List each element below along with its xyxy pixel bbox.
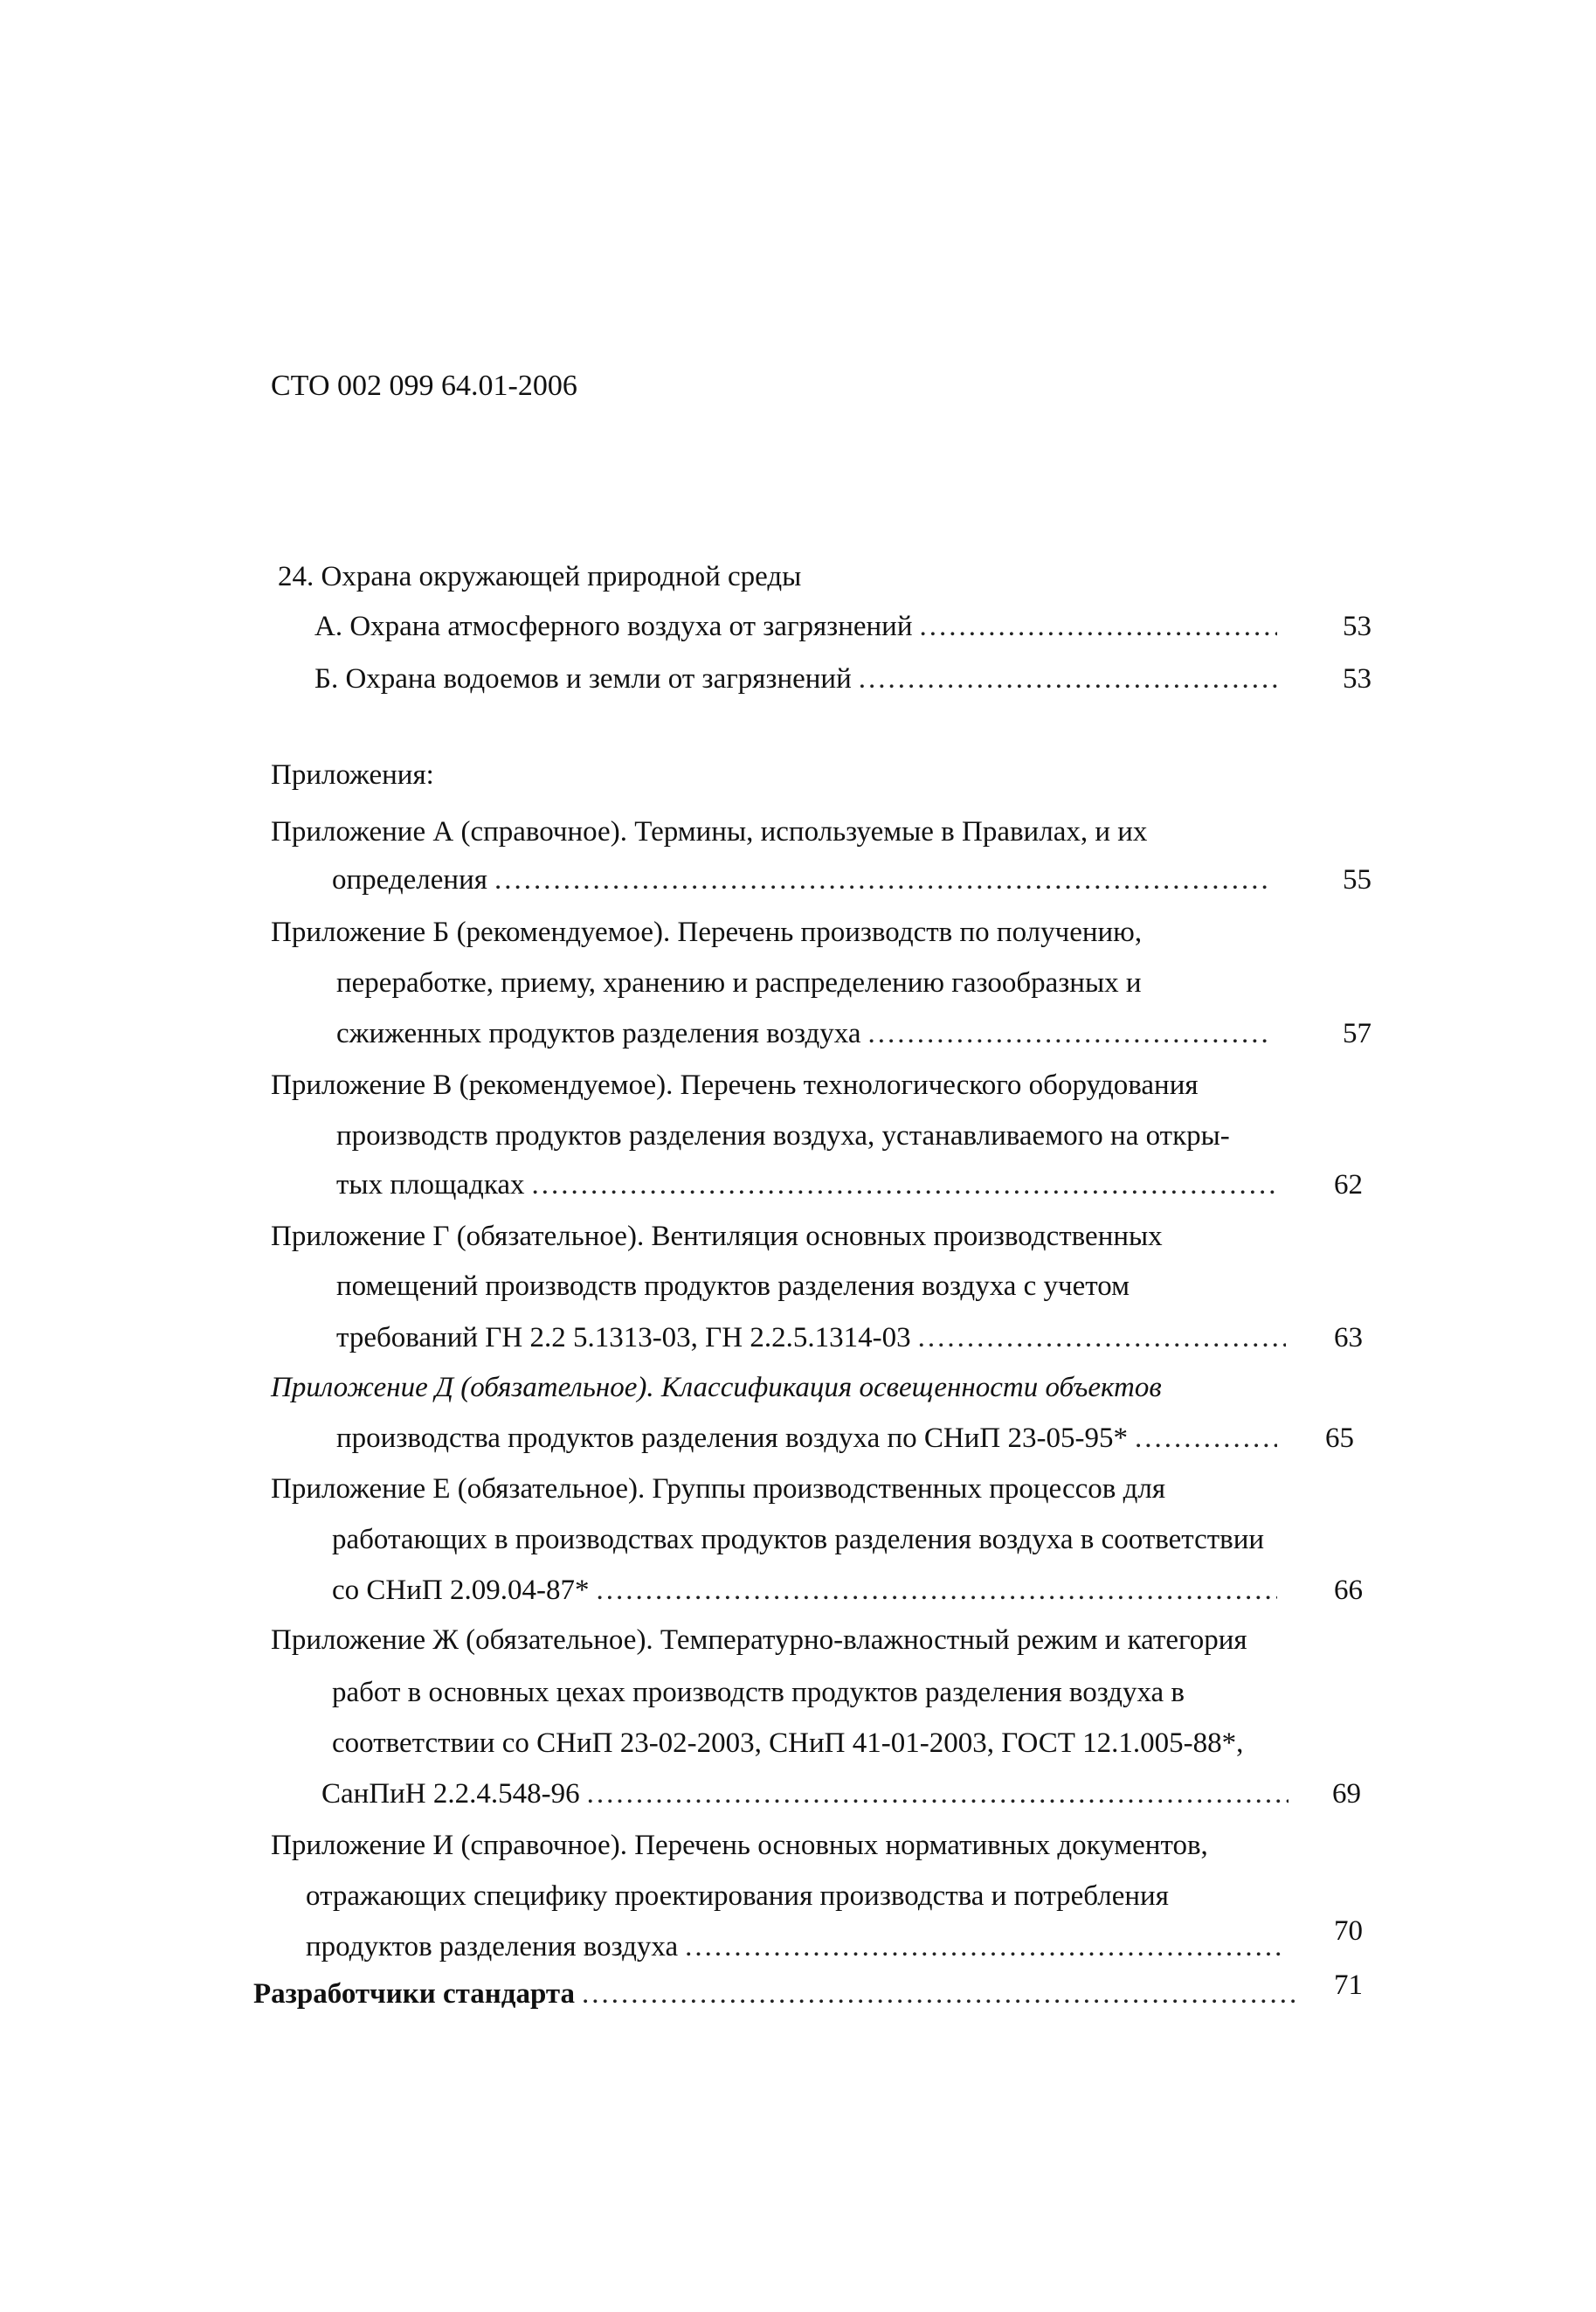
- toc-entry-text: А. Охрана атмосферного воздуха от загрязнений: [314, 611, 913, 642]
- toc-entry-text: тых площадках: [336, 1169, 525, 1201]
- page-number: 71: [1334, 1969, 1363, 2001]
- appendix-zh-line-1[interactable]: Приложение Ж (обязательное). Температурно-влажностный режим и категория: [271, 1624, 1247, 1656]
- appendix-zh-line-4[interactable]: [321, 1776, 1295, 1811]
- toc-entry-text: производства продуктов разделения воздуха по СНиП 23-05-95*: [336, 1423, 1128, 1454]
- toc-entry-text: определения: [332, 864, 487, 896]
- page-number: 53: [1343, 663, 1371, 695]
- toc-entry-text: требований ГН 2.2 5.1313-03, ГН 2.2.5.1314-03: [336, 1322, 911, 1353]
- page-number: 65: [1325, 1423, 1354, 1454]
- appendix-v-line-3[interactable]: [336, 1167, 1284, 1202]
- page-number: 55: [1343, 864, 1371, 896]
- appendix-g-line-3[interactable]: [336, 1320, 1293, 1355]
- page-number: 66: [1334, 1575, 1363, 1606]
- leader-dots: [920, 609, 1278, 644]
- appendix-v-line-1[interactable]: Приложение В (рекомендуемое). Перечень технологического оборудования: [271, 1069, 1199, 1101]
- toc-entry-text: СанПиН 2.2.4.548-96: [321, 1778, 580, 1810]
- toc-entry-text: со СНиП 2.09.04-87*: [332, 1575, 590, 1606]
- section-24-title: 24. Охрана окружающей природной среды: [278, 561, 802, 592]
- appendix-e-line-1[interactable]: Приложение Е (обязательное). Группы производственных процессов для: [271, 1473, 1166, 1505]
- page-number: 70: [1334, 1915, 1363, 1947]
- toc-entry-text: Б. Охрана водоемов и земли от загрязнений: [314, 663, 852, 695]
- leader-dots: [587, 1776, 1289, 1811]
- leader-dots: [494, 862, 1268, 897]
- page-number: 57: [1343, 1018, 1371, 1049]
- page-number: 62: [1334, 1169, 1363, 1201]
- toc-entry-24a[interactable]: [314, 609, 1284, 644]
- leader-dots: [582, 1976, 1295, 2011]
- toc-entry-text: продуктов разделения воздуха: [306, 1931, 679, 1962]
- toc-entry-text: сжиженных продуктов разделения воздуха: [336, 1018, 861, 1049]
- leader-dots: [532, 1167, 1278, 1202]
- appendix-b-line-2: переработке, приему, хранению и распределению газообразных и: [336, 967, 1142, 999]
- document-code: СТО 002 099 64.01-2006: [271, 370, 577, 402]
- leader-dots: [1135, 1421, 1277, 1456]
- developers-entry[interactable]: [253, 1976, 1302, 2011]
- appendix-zh-line-3: соответствии со СНиП 23-02-2003, СНиП 41-01-2003, ГОСТ 12.1.005-88*,: [332, 1727, 1244, 1759]
- toc-entry-text: Разработчики стандарта: [253, 1978, 576, 2010]
- appendix-d-line-1[interactable]: Приложение Д (обязательное). Классификация освещенности объектов: [271, 1372, 1162, 1403]
- page-number: 53: [1343, 611, 1371, 642]
- page-number: 69: [1332, 1778, 1361, 1810]
- appendix-d-line-2[interactable]: [336, 1421, 1284, 1456]
- appendix-b-line-1[interactable]: Приложение Б (рекомендуемое). Перечень производств по получению,: [271, 917, 1143, 948]
- leader-dots: [596, 1573, 1277, 1608]
- toc-entry-24b[interactable]: [314, 661, 1284, 696]
- appendices-heading: Приложения:: [271, 759, 434, 791]
- appendix-a-line-2[interactable]: [332, 862, 1275, 897]
- appendix-b-line-3[interactable]: [336, 1016, 1275, 1051]
- appendix-g-line-2: помещений производств продуктов разделения воздуха с учетом: [336, 1270, 1130, 1302]
- appendix-i-line-1[interactable]: Приложение И (справочное). Перечень основных нормативных документов,: [271, 1830, 1208, 1861]
- leader-dots: [918, 1320, 1286, 1355]
- appendix-e-line-3[interactable]: [332, 1573, 1284, 1608]
- appendix-e-line-2: работающих в производствах продуктов разделения воздуха в соответствии: [332, 1524, 1265, 1555]
- appendix-a-line-1[interactable]: Приложение А (справочное). Термины, используемые в Правилах, и их: [271, 816, 1148, 848]
- leader-dots: [859, 661, 1277, 696]
- appendix-zh-line-2: работ в основных цехах производств продуктов разделения воздуха в: [332, 1677, 1185, 1708]
- appendix-i-line-3[interactable]: [306, 1929, 1289, 1964]
- leader-dots: [867, 1016, 1268, 1051]
- appendix-i-line-2: отражающих специфику проектирования производства и потребления: [306, 1880, 1169, 1912]
- page-number: 63: [1334, 1322, 1363, 1353]
- appendix-g-line-1[interactable]: Приложение Г (обязательное). Вентиляция основных производственных: [271, 1221, 1163, 1252]
- appendix-v-line-2: производств продуктов разделения воздуха, устанавливаемого на откры-: [336, 1120, 1230, 1152]
- leader-dots: [685, 1929, 1282, 1964]
